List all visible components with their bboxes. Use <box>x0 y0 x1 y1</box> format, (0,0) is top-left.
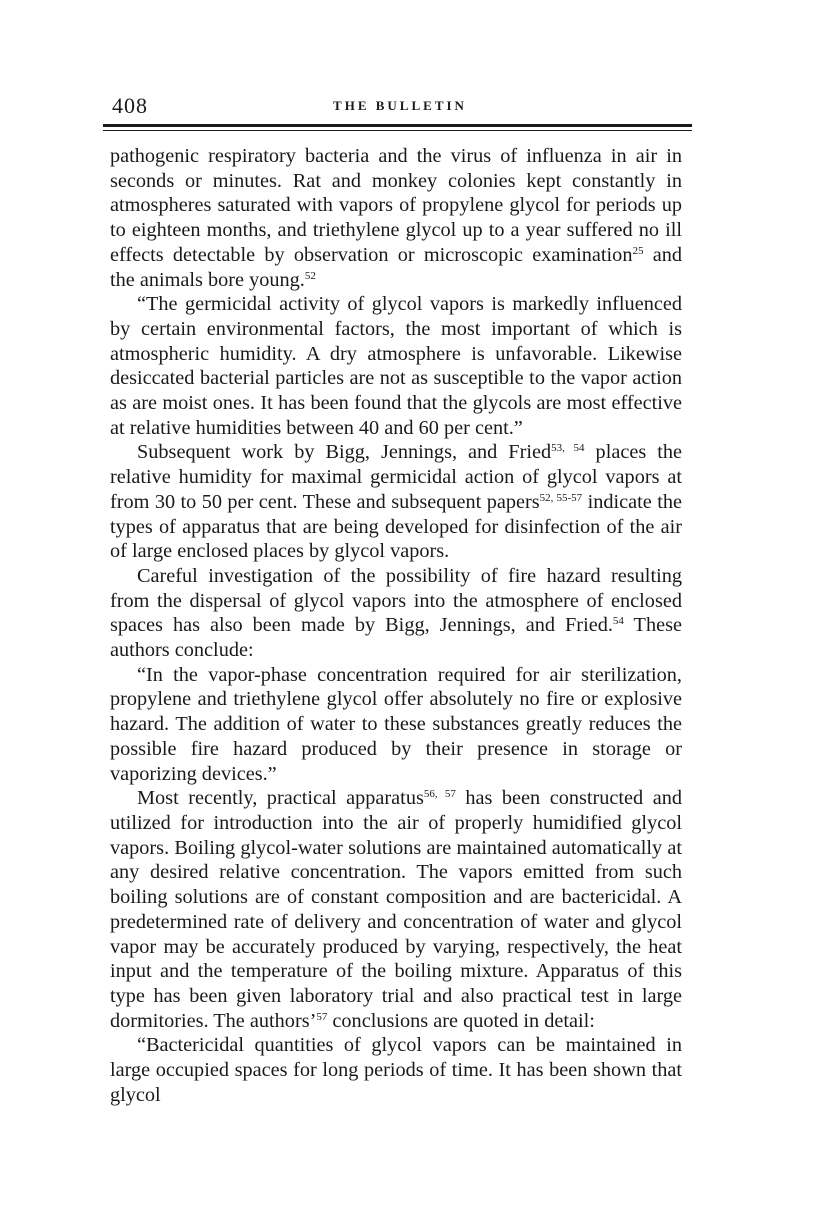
footnote-reference: 52, 55-57 <box>539 491 583 504</box>
paragraph-text: and the animals bore young. <box>110 243 682 291</box>
paragraph-text: These authors conclude: <box>110 614 682 662</box>
paragraph <box>110 144 682 292</box>
paragraph <box>110 292 682 440</box>
header-rule-thick <box>103 124 692 127</box>
paragraph <box>110 440 682 564</box>
paragraph-text: “Bactericidal quantities of glycol vapors can be maintained in large occupied spaces for long periods of time. It has been shown that glycol <box>110 1034 682 1106</box>
paragraph-text: “In the vapor-phase concentration required for air sterilization, propylene and triethylene glycol offer absolutely no fire or explosive hazard. The addition of water to these substances greatly reduces the possible fire hazard produced by their presence in storage or vaporizing devices.” <box>110 663 682 785</box>
footnote-reference: 57 <box>316 1010 328 1023</box>
paragraph-text: Most recently, practical apparatus <box>137 787 424 810</box>
body-text <box>110 144 682 1107</box>
paragraph <box>110 786 682 1033</box>
paragraph-text: “The germicidal activity of glycol vapors is markedly influenced by certain environmental factors, the most important of which is atmospheric humidity. A dry atmosphere is unfavorable. Likewise desiccated bacterial particles are not as susceptible to the vapor action as are moist ones. It has been found that the glycols are most effective at relative humidities between 40 and 60 per cent.” <box>110 293 682 439</box>
paragraph-text: has been constructed and utilized for introduction into the air of properly humidified glycol vapors. Boiling glycol-water solutions are maintained automatically at any desired relative concentration. The vapors emitted from such boiling solutions are of constant composition and are bactericidal. A predetermined rate of delivery and concentration of water and glycol vapor may be accurately produced by varying, respectively, the heat input and the temperature of the boiling mixture. Apparatus of this type has been given laboratory trial and also practical test in large dormitories. The authors’ <box>110 787 682 1032</box>
page-number: 408 <box>112 93 148 118</box>
running-head: THE BULLETIN <box>333 98 467 113</box>
page-header <box>108 93 692 123</box>
paragraph-text: Subsequent work by Bigg, Jennings, and Fried <box>137 441 552 464</box>
footnote-reference: 25 <box>632 244 644 257</box>
paragraph-text: Careful investigation of the possibility of fire hazard resulting from the dispersal of glycol vapors into the atmosphere of enclosed spaces has also been made by Bigg, Jennings, and Fried. <box>110 564 682 637</box>
paragraph <box>110 1033 682 1107</box>
paragraph-text: pathogenic respiratory bacteria and the virus of influenza in air in seconds or minutes. Rat and monkey colonies kept constantly in atmospheres saturated with vapors of propylene glycol for periods up to eighteen months, and triethylene glycol up to a year suffered no ill effects detectable by observation or microscopic examination <box>110 145 682 266</box>
paragraph-text: indicate the types of apparatus that are being developed for disinfection of the air of large enclosed places by glycol vapors. <box>110 490 682 563</box>
footnote-reference: 52 <box>304 269 316 282</box>
paragraph-text: conclusions are quoted in detail: <box>327 1009 595 1032</box>
paragraph-text: places the relative humidity for maximal germicidal action of glycol vapors at from 30 to 50 per cent. These and subsequent papers <box>110 441 683 513</box>
header-rule-thin <box>103 130 692 131</box>
footnote-reference: 56, 57 <box>423 788 456 801</box>
paragraph <box>110 663 682 787</box>
footnote-reference: 54 <box>612 615 624 628</box>
paragraph <box>110 564 682 663</box>
footnote-reference: 53, 54 <box>551 442 585 455</box>
